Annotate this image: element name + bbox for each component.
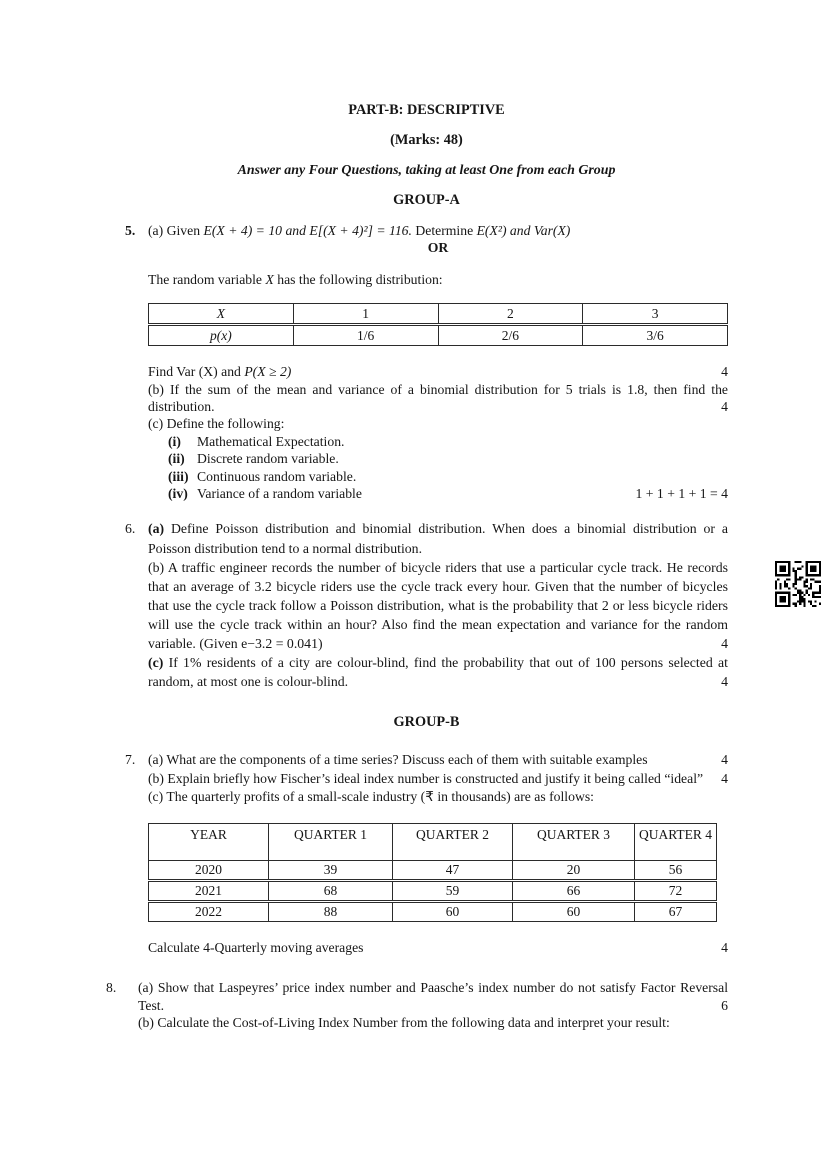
dist-cell: 2 [438,304,583,325]
qr-finder-top-left [775,561,790,576]
q6c-text: If 1% residents of a city are colour-blind, find the probability that out of 100 persons selected at random, at most one is colour-blind. [148,655,728,690]
item-label: (iv) [168,486,188,502]
q7-calc-text: Calculate 4-Quarterly moving averages [148,939,364,955]
item-text: Variance of a random variable [197,486,362,502]
q8a-paragraph [138,979,728,1014]
quarterly-profits-table [148,823,717,922]
profit-cell: 60 [393,901,513,921]
profit-header: QUARTER 3 [513,823,635,860]
profit-cell: 67 [635,901,717,921]
profit-cell: 2020 [149,860,269,880]
group-b-heading-wrap [125,715,728,730]
qr-code [775,561,821,607]
marks-line: (Marks: 48) [390,132,463,148]
table-row [149,860,717,880]
q5a-math2: E(X²) and Var(X) [476,223,571,238]
q5c-item-iv [148,485,728,502]
item-text: Mathematical Expectation. [197,433,345,449]
q5-intro-var: X [265,271,274,287]
q5b-mark: 4 [721,399,728,415]
q5-or-intro [148,271,728,288]
q6b-mark: 4 [721,636,728,652]
q6c-label: (c) [148,655,164,671]
q6b-paragraph [148,558,728,653]
q7-calc-line [148,939,728,957]
profit-cell: 72 [635,880,717,901]
profit-header: QUARTER 2 [393,823,513,860]
profit-cell: 59 [393,880,513,901]
q7b-text: (b) Explain briefly how Fischer’s ideal index number is constructed and justify it being called “ideal” [148,770,704,786]
profit-cell: 47 [393,860,513,880]
q7a-line [148,751,728,769]
profit-cell: 88 [269,901,393,921]
q5-intro-pre: The random variable [148,271,266,287]
or-separator: OR [427,240,449,256]
group-a-heading: GROUP-A [393,192,460,208]
profit-header: QUARTER 1 [269,823,393,860]
question-6 [125,519,728,691]
instruction-line: Answer any Four Questions, taking at least One from each Group [237,163,616,178]
q5a-mid: Determine [411,223,477,238]
q6a-paragraph [148,519,728,557]
q7b-mark: 4 [721,770,728,786]
part-title: PART-B: DESCRIPTIVE [348,102,505,118]
item-label: (iii) [168,468,189,484]
q6c-mark: 4 [721,674,728,690]
q5-intro-post: has the following distribution: [273,271,443,287]
dist-cell: 3/6 [583,325,728,346]
dist-cell: X [149,304,294,325]
dist-cell: 2/6 [438,325,583,346]
group-b-heading: GROUP-B [393,714,460,731]
q5a-math1: E(X + 4) = 10 and E[(X + 4)²] = 116. [203,223,412,238]
dist-cell: 1 [293,304,438,325]
question-8 [106,979,728,1032]
q5b-paragraph [148,381,728,416]
qr-finder-top-right [806,561,821,576]
question-8-number: 8. [106,980,117,996]
q5-find-mark: 4 [721,364,728,380]
question-5 [125,222,728,502]
item-text: Discrete random variable. [197,451,339,467]
profit-cell: 68 [269,880,393,901]
profit-cell: 60 [513,901,635,921]
q8a-text: (a) Show that Laspeyres’ price index number and Paasche’s index number do not satisfy Factor Reversal Test. [138,980,728,1013]
q5-find-math: P(X ≥ 2) [244,364,292,380]
q5a-line [148,222,728,239]
profit-cell: 2021 [149,880,269,901]
question-6-number: 6. [125,521,136,537]
dist-cell: 1/6 [293,325,438,346]
q5-find-pre: Find Var (X) and [148,364,245,380]
q5c-item-i [148,433,728,450]
profit-cell: 20 [513,860,635,880]
q8b-line: (b) Calculate the Cost-of-Living Index Number from the following data and interpret your result: [138,1015,670,1031]
q5c-item-iii [148,468,728,485]
q7a-mark: 4 [721,752,728,768]
question-5-number: 5. [125,223,136,238]
profit-header: YEAR [149,823,269,860]
page-headings [125,103,728,208]
question-7 [125,751,728,957]
profit-cell: 66 [513,880,635,901]
q5c-iv-mark: 1 + 1 + 1 + 1 = 4 [635,486,728,502]
qr-finder-bottom-left [775,592,790,607]
profit-cell: 2022 [149,901,269,921]
q7c-line: (c) The quarterly profits of a small-scale industry (₹ in thousands) are as follows: [148,788,594,804]
item-text: Continuous random variable. [197,468,357,484]
item-label: (i) [168,433,181,449]
dist-cell: 3 [583,304,728,325]
table-row [149,325,728,346]
q6a-text: Define Poisson distribution and binomial distribution. When does a binomial distribution or a Poisson distribution tend to a normal distribution. [148,521,728,556]
table-row [149,901,717,921]
q5c-item-ii [148,450,728,467]
item-label: (ii) [168,451,185,467]
q7a-text: (a) What are the components of a time series? Discuss each of them with suitable examples [148,752,648,768]
q7-calc-mark: 4 [721,939,728,955]
q8a-mark: 6 [721,997,728,1013]
q5b-text: (b) If the sum of the mean and variance of a binomial distribution for 5 trials is 1.8, then find the distribution. [148,381,728,415]
table-header-row [149,823,717,860]
q6c-paragraph [148,653,728,691]
table-row [149,880,717,901]
dist-cell: p(x) [149,325,294,346]
distribution-table [148,303,728,346]
profit-cell: 56 [635,860,717,880]
q5-find-line [148,363,728,380]
q5a-prefix: (a) Given [148,223,204,238]
profit-header: QUARTER 4 [635,823,717,860]
table-row [149,304,728,325]
q7b-paragraph [148,770,728,788]
q6a-label: (a) [148,521,165,537]
profit-cell: 39 [269,860,393,880]
q6b-text: (b) A traffic engineer records the number of bicycle riders that use a particular cycle track. He records that an average of 3.2 bicycle riders use the cycle track every hour. Given that the number of bicycles that use the cycle track follow a Poisson distribution, what is the probability that 2 or less bicycle riders will use the cycle track within an hour? Also find the mean expectation and variance for the random variable. (Given e−3.2 = 0.041) [148,559,728,652]
q5c-line: (c) Define the following: [148,416,285,432]
question-7-number: 7. [125,752,136,768]
